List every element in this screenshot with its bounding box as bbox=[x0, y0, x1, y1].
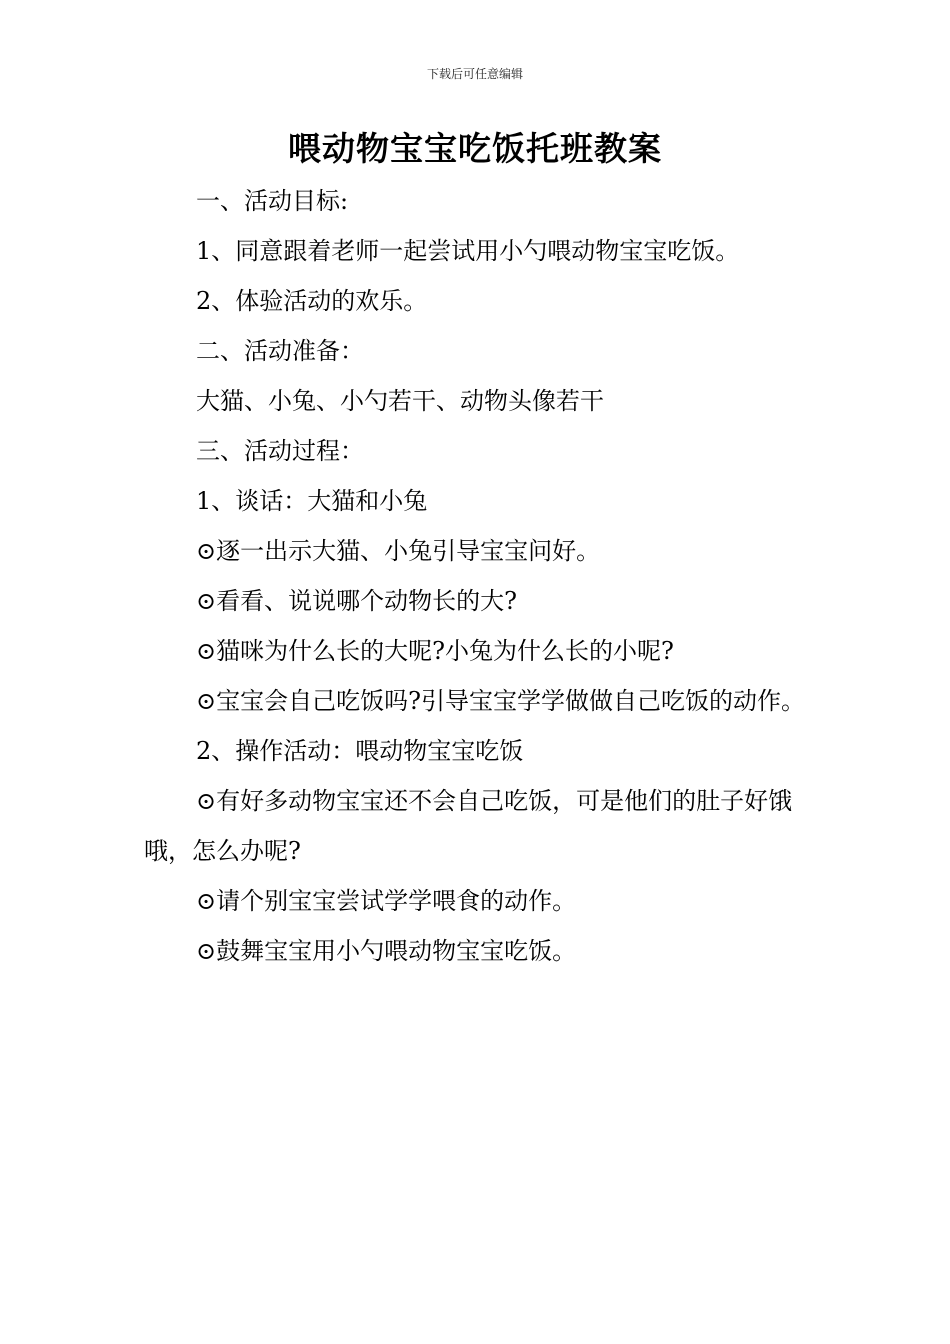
section-heading-preparation: 二、活动准备： bbox=[196, 337, 364, 365]
section-heading-goals: 一、活动目标: bbox=[196, 187, 349, 215]
goal-item-1: 1、同意跟着老师一起尝试用小勺喂动物宝宝吃饭。 bbox=[196, 237, 740, 265]
process-bullet: ⊙请个别宝宝尝试学学喂食的动作。 bbox=[196, 887, 577, 915]
preparation-materials: 大猫、小兔、小勺若干、动物头像若干 bbox=[196, 387, 604, 415]
document-title: 喂动物宝宝吃饭托班教案 bbox=[288, 129, 662, 168]
page-header-note: 下载后可任意编辑 bbox=[426, 67, 523, 81]
process-bullet: ⊙宝宝会自己吃饭吗?引导宝宝学学做做自己吃饭的动作。 bbox=[196, 687, 805, 715]
process-bullet: ⊙看看、说说哪个动物长的大? bbox=[196, 587, 517, 615]
section-heading-process: 三、活动过程： bbox=[196, 437, 364, 465]
process-bullet: ⊙鼓舞宝宝用小勺喂动物宝宝吃饭。 bbox=[196, 937, 577, 965]
document-body bbox=[144, 176, 809, 976]
process-step-2-heading: 2、操作活动：喂动物宝宝吃饭 bbox=[196, 737, 524, 765]
process-step-1-heading: 1、谈话：大猫和小兔 bbox=[196, 487, 428, 515]
process-bullet: ⊙逐一出示大猫、小兔引导宝宝问好。 bbox=[196, 537, 601, 565]
goal-item-2: 2、体验活动的欢乐。 bbox=[196, 287, 428, 315]
process-bullet: ⊙有好多动物宝宝还不会自己吃饭，可是他们的肚子好饿哦，怎么办呢? bbox=[144, 787, 793, 865]
process-bullet: ⊙猫咪为什么长的大呢?小兔为什么长的小呢? bbox=[196, 637, 674, 665]
